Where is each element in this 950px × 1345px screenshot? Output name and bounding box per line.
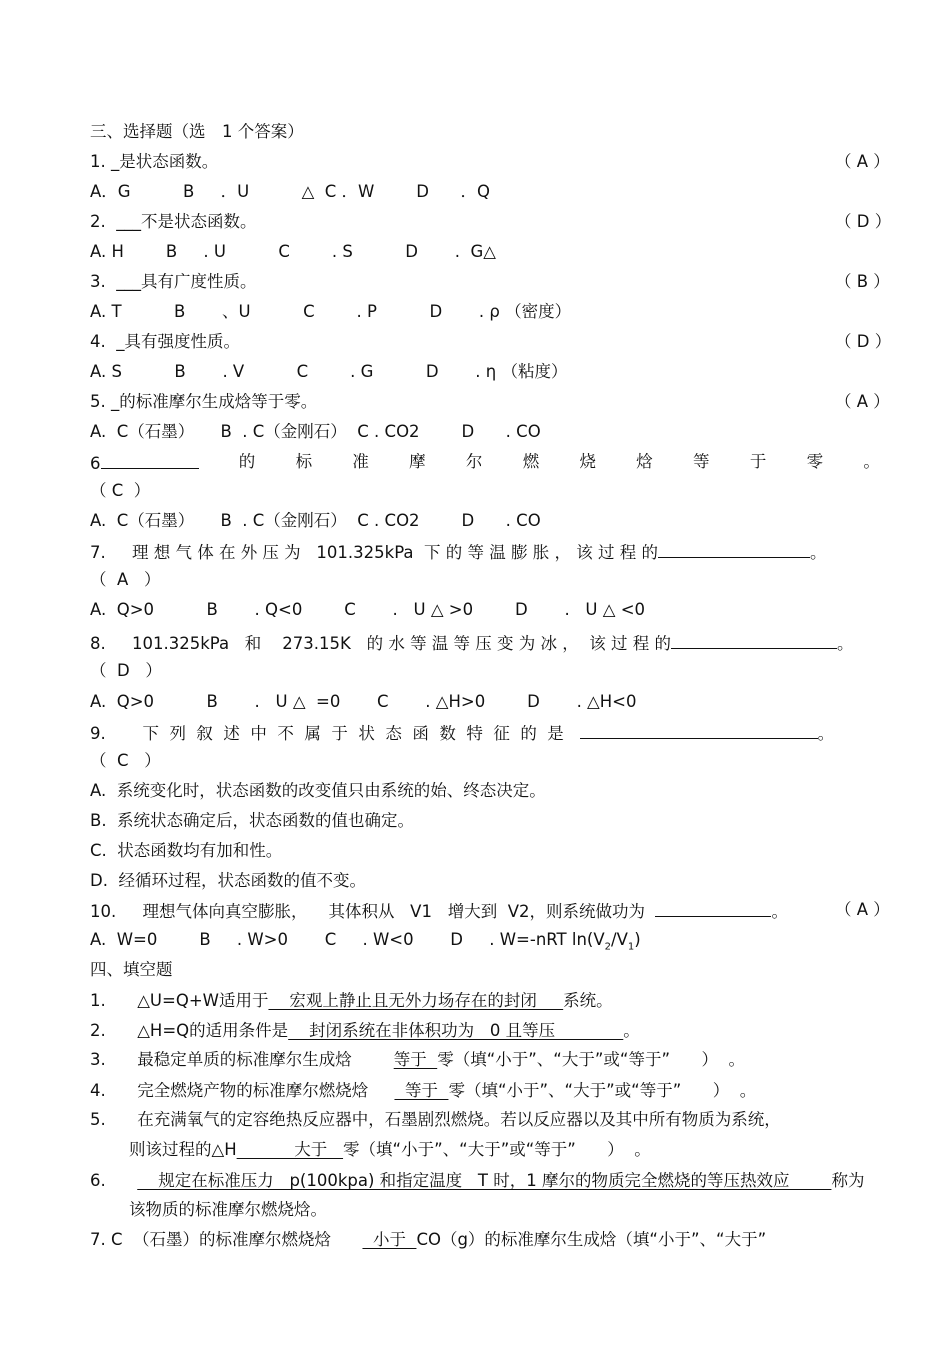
q9-end: 。: [817, 724, 835, 743]
q6-options: A. C（石墨） B . C（金刚石） C . CO2 D . CO: [90, 511, 541, 530]
q6-word: 烧: [579, 452, 596, 471]
fill-1-number: 1.: [90, 991, 106, 1010]
q7-answer: （ A ）: [90, 570, 161, 589]
q6-word: 的: [238, 452, 256, 471]
fill-5-suffix: 零（填“小于”、“大于”或“等于” ） 。: [343, 1140, 651, 1159]
q7-end: 。: [809, 543, 827, 562]
q7-options: A. Q>0 B . Q<0 C . U △ >0 D . U △ <0: [90, 600, 646, 619]
fill-7: [90, 1230, 766, 1250]
q8-text: 8. 101.325kPa 和 273.15K 的 水 等 温 等 压 变 为 冰 ， 该 过 程 的: [90, 634, 672, 653]
fill-1-suffix: 系统。: [563, 991, 613, 1010]
fill-2: [90, 1021, 640, 1041]
q5-options: A. C（石墨） B . C（金刚石） C . CO2 D . CO: [90, 422, 541, 441]
q10-options: [90, 930, 641, 957]
fill-6-number: 6.: [90, 1171, 106, 1190]
q6-word: 等: [693, 452, 710, 471]
q7-blank: [658, 541, 810, 558]
fill-5-answer: 大于: [236, 1140, 344, 1159]
section-three-title: 三、选择题（选 1 个答案）: [90, 122, 304, 141]
q6-number-and-blank: [90, 452, 199, 474]
q9-text: 9. 下 列 叙 述 中 不 属 于 状 态 函 数 特 征 的 是: [90, 724, 564, 743]
q6-word: 燃: [522, 452, 540, 471]
q3-answer: （ B ）: [835, 272, 890, 291]
q10-subscript-2: 2: [604, 941, 612, 953]
q6-word: 准: [352, 452, 369, 471]
fill-3-suffix: 零（填“小于”、“大于”或“等于” ） 。: [437, 1050, 745, 1069]
fill-7-suffix: CO（g）的标准摩尔生成焓（填“小于”、“大于”: [416, 1230, 767, 1249]
q6-number: 6: [90, 454, 101, 473]
section-four-title: 四、填空题: [90, 960, 173, 979]
fill-1: [90, 991, 613, 1011]
q6-word: 于: [749, 452, 767, 471]
fill-4-prefix: 完全燃烧产物的标准摩尔燃烧焓: [137, 1081, 395, 1100]
fill-2-answer: 封闭系统在非体积功为 0 且等压: [288, 1021, 624, 1040]
q6-answer: （ C ）: [90, 481, 151, 500]
q4-stem: 4. _具有强度性质。: [90, 332, 240, 351]
q9-option-a: A. 系统变化时，状态函数的改变值只由系统的始、终态决定。: [90, 781, 546, 800]
fill-7-prefix: 7. C （石墨）的标准摩尔燃烧焓: [90, 1230, 363, 1249]
q4-answer: （ D ）: [835, 332, 892, 351]
q4-options: A. S B . V C . G D . η （粘度）: [90, 362, 568, 381]
q2-options: A. H B . U C . S D . G△: [90, 242, 496, 261]
fill-2-number: 2.: [90, 1021, 106, 1040]
q6-word: 。: [863, 452, 880, 471]
q7-text: 7. 理 想 气 体 在 外 压 为 101.325kPa 下 的 等 温 膨 胀 ， 该 过 程 的: [90, 543, 658, 562]
q2-stem: 2. ___不是状态函数。: [90, 212, 257, 231]
q10-answer: （ A ）: [835, 900, 890, 919]
q10-slash: /V: [611, 930, 628, 949]
fill-1-prefix: △U=Q+W适用于: [137, 991, 269, 1010]
fill-6-suffix: 称为: [831, 1171, 865, 1190]
q3-stem: 3. ___具有广度性质。: [90, 272, 257, 291]
q8-stem: [90, 632, 854, 654]
q5-stem: 5. _的标准摩尔生成焓等于零。: [90, 392, 318, 411]
fill-5-text: 在充满氧气的定容绝热反应器中，石墨剧烈燃烧。若以反应器以及其中所有物质为系统，: [137, 1110, 781, 1129]
q10-stem: [90, 900, 788, 922]
q2-answer: （ D ）: [835, 212, 892, 231]
fill-5-line-2: [129, 1140, 651, 1160]
fill-6-line-2: 该物质的标准摩尔燃烧焓。: [129, 1200, 327, 1219]
q1-stem: 1. _是状态函数。: [90, 152, 219, 171]
q10-end: 。: [771, 902, 788, 921]
fill-5-prefix: 则该过程的△H: [129, 1140, 237, 1159]
fill-5-line-1: [90, 1110, 781, 1130]
fill-4: [90, 1081, 756, 1101]
q8-blank: [671, 632, 837, 649]
q1-answer: （ A ）: [835, 152, 890, 171]
fill-3-answer: 等于: [393, 1050, 438, 1069]
q6-word: 标: [295, 452, 313, 471]
fill-3-number: 3.: [90, 1050, 106, 1069]
q6-blank: [101, 452, 199, 469]
q9-answer: （ C ）: [90, 751, 161, 770]
q9-option-d: D. 经循环过程，状态函数的值不变。: [90, 871, 366, 890]
fill-6-answer: 规定在标准压力 p(100kpa) 和指定温度 T 时，1 摩尔的物质完全燃烧的等压热效应: [137, 1171, 832, 1190]
q6-stem: [90, 452, 880, 474]
fill-4-number: 4.: [90, 1081, 106, 1100]
q6-word: 摩: [409, 452, 426, 471]
q10-blank: [655, 900, 771, 917]
fill-2-suffix: 。: [623, 1021, 640, 1040]
q5-answer: （ A ）: [835, 392, 890, 411]
q1-options: A．G B ．U △ C ．W D ．Q: [90, 182, 490, 201]
q9-blank: [580, 722, 818, 739]
fill-2-prefix: △H=Q的适用条件是: [137, 1021, 289, 1040]
fill-7-answer: 小于: [362, 1230, 417, 1249]
fill-4-answer: 等于: [394, 1081, 449, 1100]
fill-1-answer: 宏观上静止且无外力场存在的封闭: [268, 991, 564, 1010]
fill-4-suffix: 零（填“小于”、“大于”或“等于” ） 。: [448, 1081, 757, 1100]
q10-close-paren: ): [634, 930, 641, 949]
q7-stem: [90, 541, 826, 563]
fill-6-line-1: [90, 1171, 864, 1191]
q8-answer: （ D ）: [90, 661, 162, 680]
q3-options: A. T B 、U C . P D . ρ （密度）: [90, 302, 572, 321]
fill-5-number: 5.: [90, 1110, 106, 1129]
q6-word: 尔: [465, 452, 483, 471]
q10-subscript-1: 1: [627, 941, 635, 953]
q10-options-text: A. W=0 B . W>0 C . W<0 D . W=-nRT ln(V: [90, 930, 605, 949]
q6-word: 焓: [636, 452, 653, 471]
fill-3-prefix: 最稳定单质的标准摩尔生成焓: [137, 1050, 394, 1069]
q9-option-b: B. 系统状态确定后，状态函数的值也确定。: [90, 811, 415, 830]
q9-stem: [90, 722, 834, 744]
q10-text: 10. 理想气体向真空膨胀， 其体积从 V1 增大到 V2，则系统做功为: [90, 902, 645, 921]
fill-3: [90, 1050, 745, 1070]
q6-word: 零: [806, 452, 824, 471]
q8-options: A. Q>0 B . U △ =0 C . △H>0 D . △H<0: [90, 692, 637, 711]
q8-end: 。: [837, 634, 854, 653]
q9-option-c: C. 状态函数均有加和性。: [90, 841, 283, 860]
